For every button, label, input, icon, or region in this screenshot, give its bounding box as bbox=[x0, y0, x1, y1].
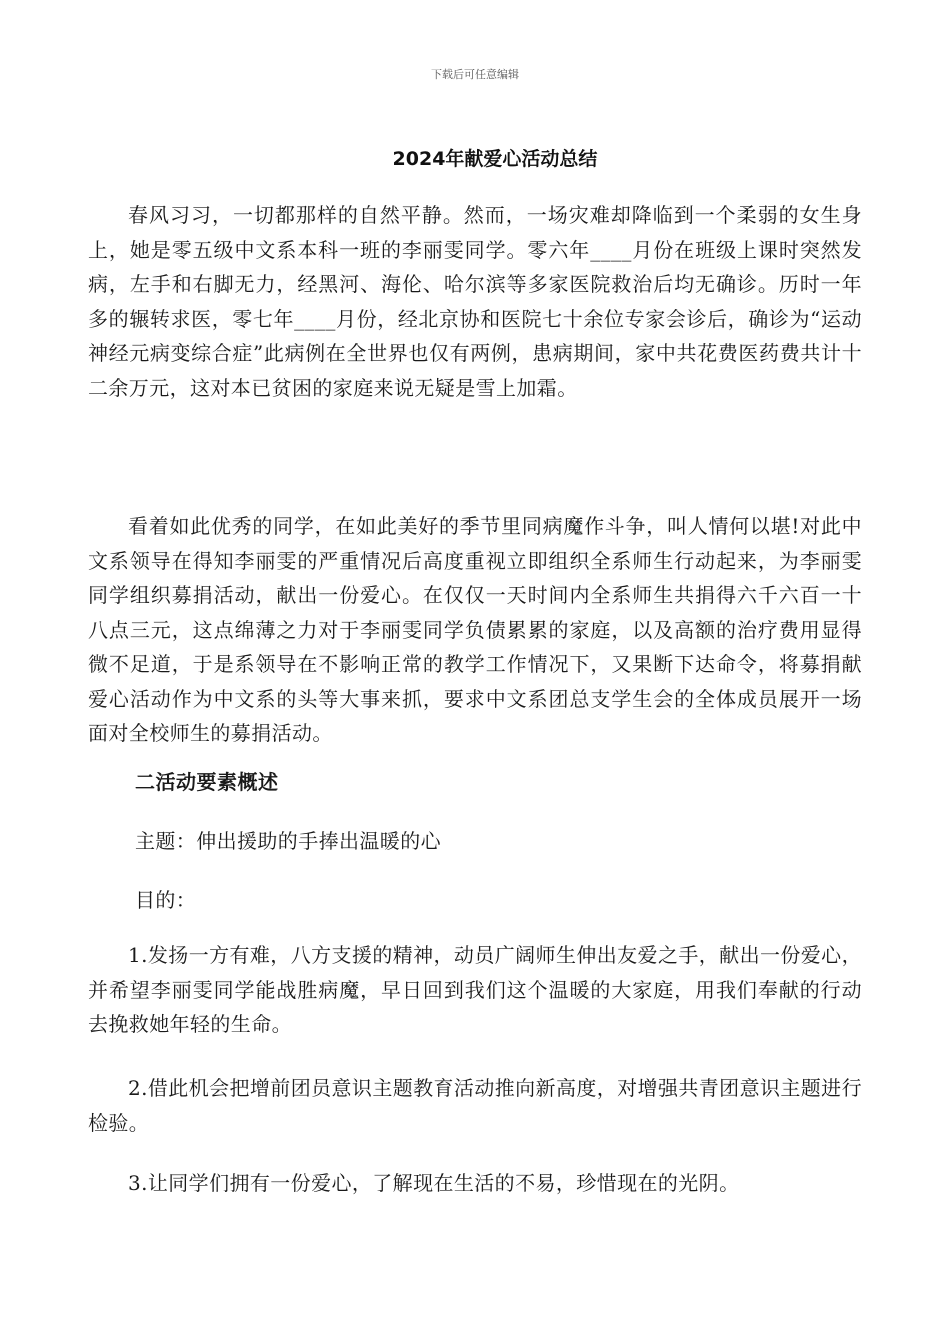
document-title: 2024年献爱心活动总结 bbox=[392, 148, 598, 170]
header-note: 下载后可任意编辑 bbox=[431, 68, 519, 81]
paragraph-intro: 春风习习，一切都那样的自然平静。然而，一场灾难却降临到一个柔弱的女生身上，她是零五级中文系本科一班的李丽雯同学。零六年____月份在班级上课时突然发病，左手和右脚无力，经黑河、海伦、哈尔滨等多家医院救治后均无确诊。历时一年多的辗转求医，零七年____月份，经北京协和医院七十余位专家会诊后，确诊为“运动神经元病变综合症”此病例在全世界也仅有两例，患病期间，家中共花费医药费共计十二余万元，这对本已贫困的家庭来说无疑是雪上加霜。 bbox=[88, 203, 862, 400]
purpose-item-1: 1.发扬一方有难，八方支援的精神，动员广阔师生伸出友爱之手，献出一份爱心，并希望李丽雯同学能战胜病魔，早日回到我们这个温暖的大家庭，用我们奉献的行动去挽救她年轻的生命。 bbox=[88, 943, 862, 1036]
theme-line: 主题：伸出援助的手捧出温暖的心 bbox=[135, 829, 441, 853]
purpose-item-3: 3.让同学们拥有一份爱心，了解现在生活的不易，珍惜现在的光阴。 bbox=[128, 1171, 740, 1195]
section-heading: 二活动要素概述 bbox=[135, 770, 279, 794]
purpose-label: 目的： bbox=[135, 888, 197, 912]
paragraph-response: 看着如此优秀的同学，在如此美好的季节里同病魔作斗争，叫人情何以堪!对此中文系领导在得知李丽雯的严重情况后高度重视立即组织全系师生行动起来，为李丽雯同学组织募捐活动，献出一份爱心。在仅仅一天时间内全系师生共捐得六千六百一十八点三元，这点绵薄之力对于李丽雯同学负债累累的家庭，以及高额的治疗费用显得微不足道，于是系领导在不影响正常的教学工作情况下，又果断下达命令，将募捐献爱心活动作为中文系的头等大事来抓，要求中文系团总支学生会的全体成员展开一场面对全校师生的募捐活动。 bbox=[88, 514, 862, 745]
purpose-item-2: 2.借此机会把增前团员意识主题教育活动推向新高度，对增强共青团意识主题进行检验。 bbox=[88, 1076, 862, 1135]
